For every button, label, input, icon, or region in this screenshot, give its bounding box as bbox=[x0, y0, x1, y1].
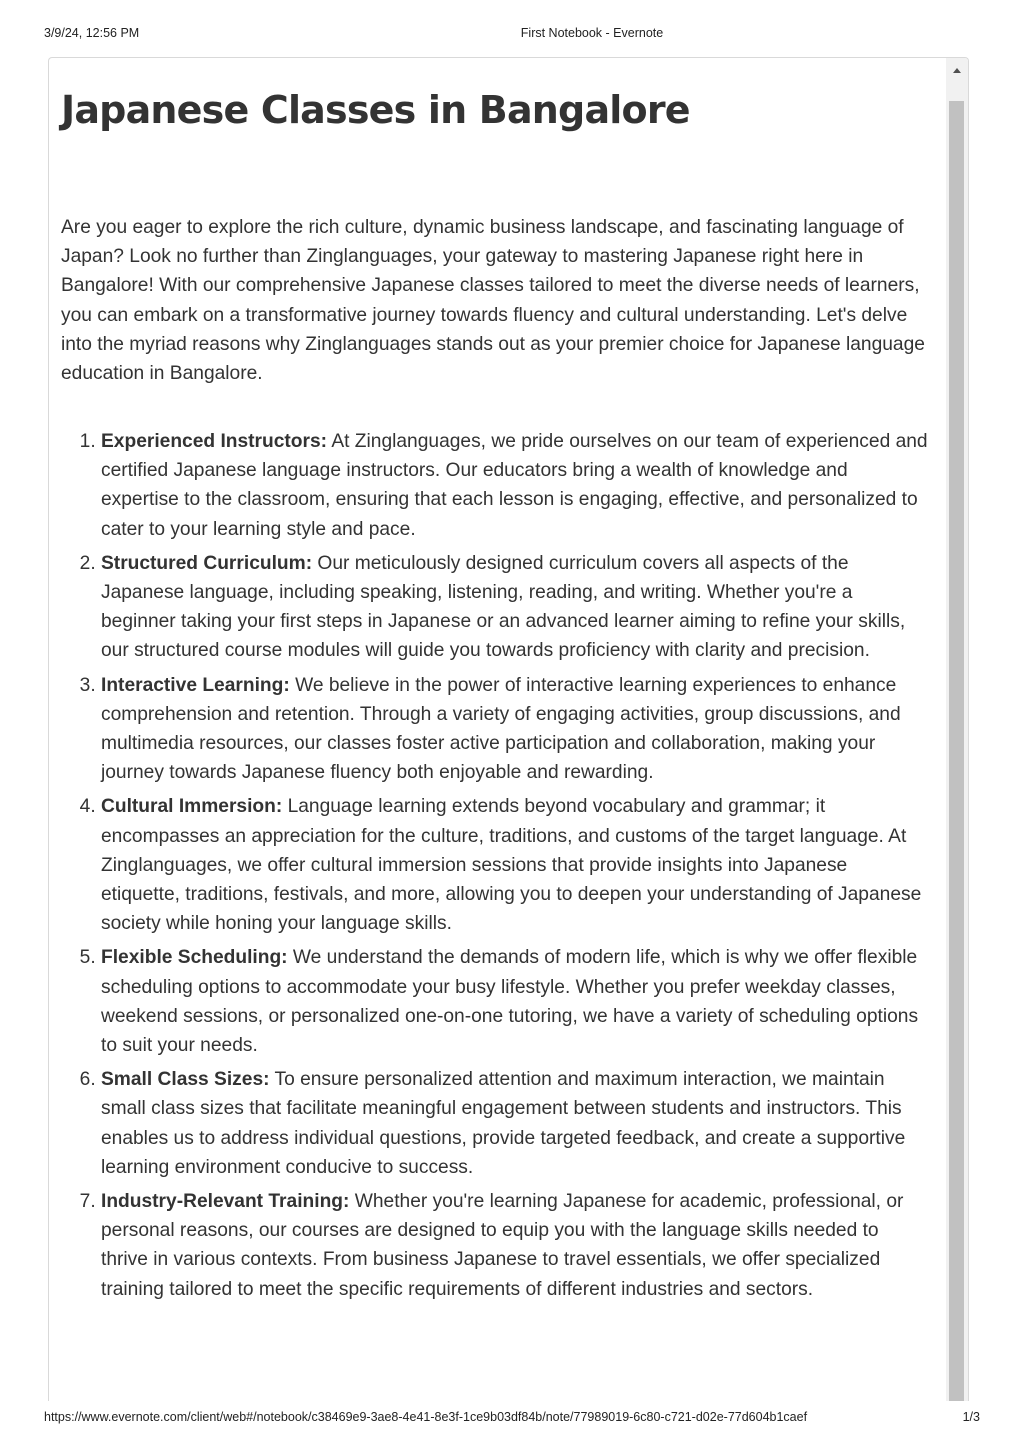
reason-heading: Small Class Sizes: bbox=[101, 1069, 270, 1091]
vertical-scrollbar[interactable] bbox=[946, 58, 968, 1401]
reasons-list bbox=[61, 427, 929, 1309]
reason-heading: Cultural Immersion: bbox=[101, 796, 283, 818]
note-viewer bbox=[48, 57, 969, 1401]
print-page-indicator: 1/3 bbox=[962, 1410, 980, 1424]
reason-heading: Flexible Scheduling: bbox=[101, 947, 288, 969]
reason-item bbox=[101, 792, 929, 938]
print-datetime: 3/9/24, 12:56 PM bbox=[44, 26, 140, 40]
reason-item bbox=[101, 1187, 929, 1304]
reason-text: At Zinglanguages, we pride ourselves on our team of experienced and certified Japanese language instructors. Our educators bring a wealth of knowledge and expertise to the classroom, ensuring that each lesson is engaging, effective, and personalized to cater to your learning style and pace. bbox=[101, 431, 928, 540]
scroll-up-button[interactable] bbox=[946, 58, 968, 82]
reason-item bbox=[101, 549, 929, 666]
reason-text: Whether you're learning Japanese for academic, professional, or personal reasons, our courses are designed to equip you with the language skills needed to thrive in various contexts. From business Japanese to travel essentials, we offer specialized training tailored to meet the specific requirements of different industries and sectors. bbox=[101, 1191, 904, 1300]
reason-item bbox=[101, 427, 929, 544]
scrollbar-thumb[interactable] bbox=[949, 101, 964, 1401]
reason-heading: Interactive Learning: bbox=[101, 674, 290, 696]
print-window-title: First Notebook - Evernote bbox=[520, 26, 664, 40]
reason-text: Language learning extends beyond vocabulary and grammar; it encompasses an appreciation for the culture, traditions, and customs of the target language. At Zinglanguages, we offer cultural immersion sessions that provide insights into Japanese etiquette, traditions, festivals, and more, allowing you to deepen your understanding of Japanese society while honing your language skills. bbox=[101, 796, 922, 935]
print-url: https://www.evernote.com/client/web#/notebook/c38469e9-3ae8-4e41-8e3f-1ce9b03df84b/note/77989019-6c80-c721-d02e-77d604b1caef bbox=[44, 1410, 808, 1424]
reason-text: We understand the demands of modern life, which is why we offer flexible scheduling options to accommodate your busy lifestyle. Whether you prefer weekday classes, weekend sessions, or personalized one-on-one tutoring, we have a variety of scheduling options to suit your needs. bbox=[101, 947, 919, 1057]
reason-text: We believe in the power of interactive learning experiences to enhance comprehension and retention. Through a variety of engaging activities, group discussions, and multimedia resources, our classes foster active participation and collaboration, making your journey towards Japanese fluency both enjoyable and rewarding. bbox=[101, 674, 901, 784]
reason-item bbox=[101, 1065, 929, 1182]
reason-text: Our meticulously designed curriculum covers all aspects of the Japanese language, including speaking, listening, reading, and writing. Whether you're a beginner taking your first steps in Japanese or an advanced learner aiming to refine your skills, our structured course modules will guide you towards proficiency with clarity and precision. bbox=[101, 552, 906, 662]
reason-heading: Structured Curriculum: bbox=[101, 552, 313, 574]
note-intro-paragraph: Are you eager to explore the rich culture, dynamic business landscape, and fascinating language of Japan? Look no further than Zinglanguages, your gateway to mastering Japanese right here in Bangalore! With our comprehensive Japanese classes tailored to meet the diverse needs of learners, you can embark on a transformative journey towards fluency and cultural understanding. Let's delve into the myriad reasons why Zinglanguages stands out as your premier choice for Japanese language education in Bangalore. bbox=[61, 217, 925, 385]
triangle-up-icon bbox=[953, 68, 961, 73]
print-header bbox=[0, 24, 1024, 42]
reason-item bbox=[101, 671, 929, 788]
reason-item bbox=[101, 943, 929, 1060]
reason-heading: Experienced Instructors: bbox=[101, 431, 328, 452]
print-footer bbox=[0, 1410, 1024, 1428]
reason-text: To ensure personalized attention and maximum interaction, we maintain small class sizes that facilitate meaningful engagement between students and instructors. This enables us to address individual questions, provide targeted feedback, and create a supportive learning environment conducive to success. bbox=[101, 1069, 906, 1178]
note-title: Japanese Classes in Bangalore bbox=[61, 88, 690, 132]
reason-heading: Industry-Relevant Training: bbox=[101, 1191, 350, 1213]
